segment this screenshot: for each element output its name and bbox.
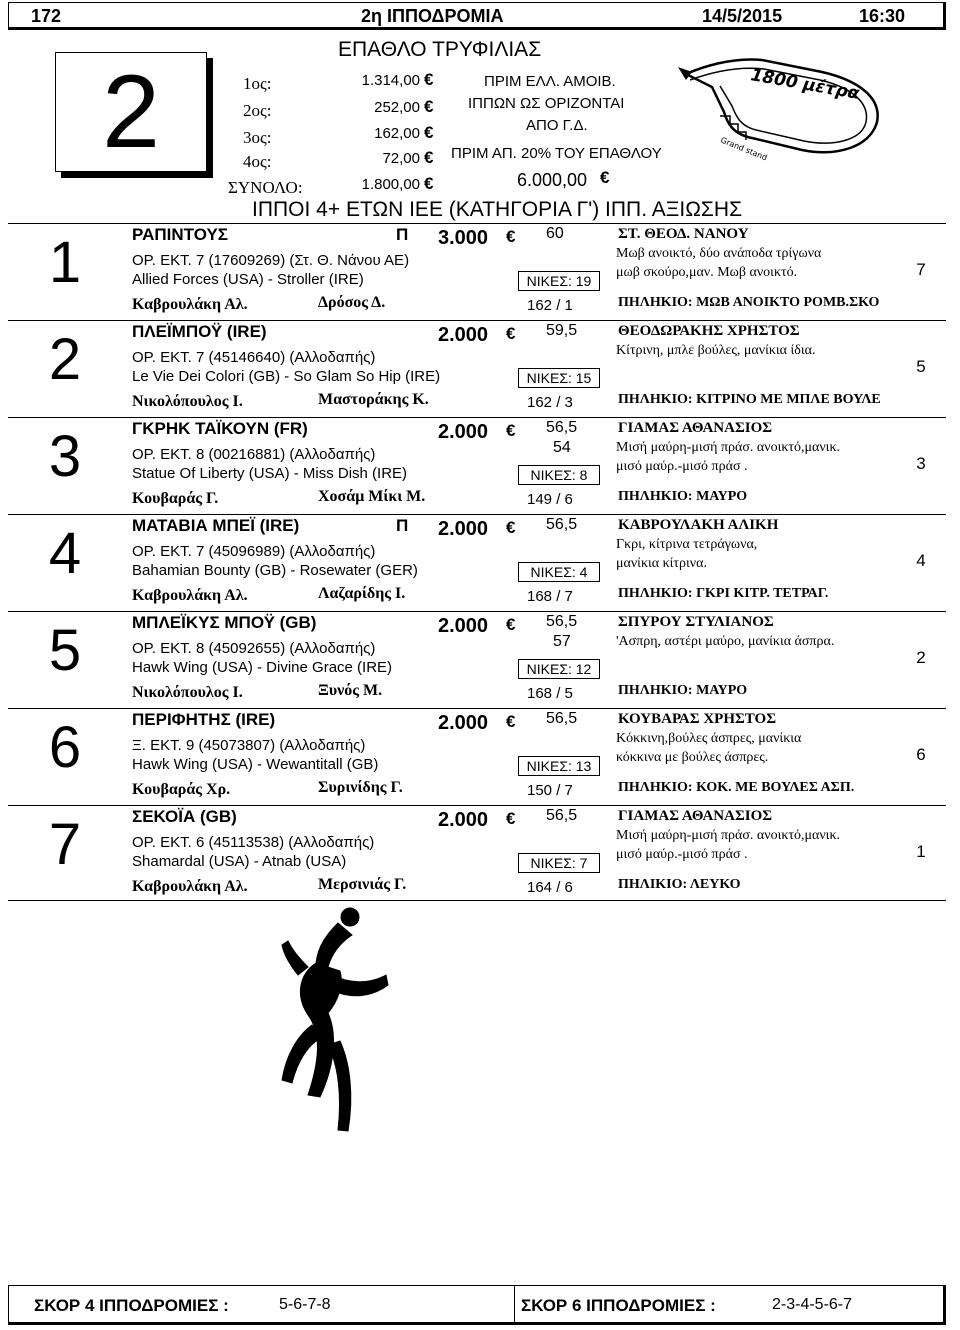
pilot-silks: ΠΗΛΗΚΙΟ: ΓΚΡΙ ΚΙΤΡ. ΤΕΤΡΑΓ. — [618, 586, 829, 601]
grandstand-label: Grand stand — [719, 135, 769, 163]
horse-name: ΜΑΤΑΒΙΑ ΜΠΕΪ (IRE) — [132, 516, 300, 535]
silks-line-2: μισό μαύρ.-μισό πράσ . — [616, 847, 748, 862]
horse-name: ΓΚΡΗΚ ΤΑΪΚΟΥΝ (FR) — [132, 419, 308, 438]
horse-name: ΜΠΛΕΪΚΥΣ ΜΠΟΫ (GB) — [132, 613, 317, 632]
runner-number: 3 — [48, 424, 82, 489]
runner-number: 6 — [48, 715, 82, 780]
post-position: 3 — [916, 454, 926, 473]
owner-name: ΓΙΑΜΑΣ ΑΘΑΝΑΣΙΟΣ — [618, 808, 773, 824]
race-time: 16:30 — [859, 6, 906, 26]
jockey-name: Καβρουλάκη Αλ. — [132, 587, 248, 604]
weight: 60 — [546, 225, 564, 242]
wins-badge: ΝΙΚΕΣ: 7 — [518, 853, 600, 873]
euro-icon: € — [424, 174, 434, 193]
race-number: 2 — [102, 54, 160, 170]
pedigree: Statue Of Liberty (USA) - Miss Dish (IRE) — [132, 465, 408, 482]
weight-adjusted: 54 — [553, 439, 571, 456]
row-divider — [8, 223, 946, 224]
horse-details: ΟΡ. ΕΚΤ. 6 (45113538) (Αλλοδαπής) — [132, 834, 375, 851]
prize-label-2: 2ος: — [243, 101, 272, 120]
euro-icon: € — [424, 123, 434, 142]
footer-divider — [514, 1286, 515, 1322]
trainer-name: Μαστοράκης Κ. — [318, 391, 429, 408]
jockey-name: Νικολόπουλος Ι. — [132, 393, 243, 410]
trainer-name: Δρόσος Δ. — [318, 294, 386, 311]
trainer-name: Χοσάμ Μίκι Μ. — [318, 488, 426, 505]
wins-badge: ΝΙΚΕΣ: 19 — [518, 271, 600, 291]
pilot-silks: ΠΗΛΗΚΙΟ: ΚΟΚ. ΜΕ ΒΟΥΛΕΣ ΑΣΠ. — [618, 780, 855, 795]
pilot-silks: ΠΗΛΙΚΙΟ: ΛΕΥΚΟ — [618, 877, 741, 892]
silks-line-2: κόκκινα με βούλες άσπρες. — [616, 750, 769, 765]
handicap-prize: 3.000 — [438, 227, 489, 249]
score4-value: 5-6-7-8 — [279, 1296, 331, 1313]
runner-number: 4 — [48, 521, 82, 586]
race-heading: 2η ΙΠΠΟΔΡΟΜΙΑ — [361, 6, 504, 26]
weight: 59,5 — [546, 322, 578, 339]
distance-label: 1800 μέτρα — [749, 65, 861, 105]
row-divider — [8, 611, 946, 612]
horse-details: ΟΡ. ΕΚΤ. 7 (17609269) (Στ. Θ. Νάνου ΑΕ) — [132, 252, 410, 269]
silks-line-1: Γκρι, κίτρινα τετράγωνα, — [616, 537, 758, 552]
weight: 56,5 — [546, 710, 578, 727]
prize-value-4: 72,00 — [382, 150, 420, 167]
euro-icon: € — [506, 324, 516, 343]
row-divider — [8, 417, 946, 418]
total-label: ΣΥΝΟΛΟ: — [228, 178, 303, 197]
career-stats: 168 / 7 — [527, 588, 573, 605]
silks-line-1: Κόκκινη,βούλες άσπρες, μανίκια — [616, 731, 802, 746]
pilot-silks: ΠΗΛΗΚΙΟ: ΚΙΤΡΙΝΟ ΜΕ ΜΠΛΕ ΒΟΥΛΕ — [618, 392, 881, 407]
euro-icon: € — [506, 712, 516, 731]
horse-details: ΟΡ. ΕΚΤ. 8 (00216881) (Αλλοδαπής) — [132, 446, 376, 463]
career-stats: 162 / 1 — [527, 297, 573, 314]
page-header — [8, 2, 946, 30]
handicap-prize: 2.000 — [438, 809, 489, 831]
jockey-name: Καβρουλάκη Αλ. — [132, 878, 248, 895]
runner-number: 1 — [48, 230, 82, 295]
row-divider — [8, 805, 946, 806]
score4-label: ΣΚΟΡ 4 ΙΠΠΟΔΡΟΜΙΕΣ : — [34, 1296, 229, 1315]
trainer-name: Ξυνός Μ. — [318, 682, 383, 699]
prize-value-1: 1.314,00 — [361, 72, 420, 89]
pedigree: Le Vie Dei Colori (GB) - So Glam So Hip (IRE) — [132, 368, 441, 385]
race-number-box — [55, 52, 207, 172]
owner-name: ΚΑΒΡΟΥΛΑΚΗ ΑΛΙΚΗ — [618, 517, 779, 533]
trainer-name: Μερσινιάς Γ. — [318, 876, 407, 893]
score6-label: ΣΚΟΡ 6 ΙΠΠΟΔΡΟΜΙΕΣ : — [521, 1296, 716, 1315]
handicap-prize: 2.000 — [438, 324, 489, 346]
euro-icon: € — [506, 615, 516, 634]
silks-line-2: μισό μαύρ.-μισό πράσ . — [616, 459, 748, 474]
trainer-name: Λαζαρίδης Ι. — [318, 585, 406, 602]
row-divider — [8, 900, 946, 901]
weight: 56,5 — [546, 613, 578, 630]
jockey-name: Κουβαράς Γ. — [132, 490, 219, 507]
track-diagram — [672, 42, 894, 167]
euro-icon: € — [506, 518, 516, 537]
wins-badge: ΝΙΚΕΣ: 12 — [518, 659, 600, 679]
silks-line-1: Μωβ ανοικτό, δύο ανάποδα τρίγωνα — [616, 246, 822, 261]
post-position: 4 — [916, 551, 926, 570]
jockey-name: Νικολόπουλος Ι. — [132, 684, 243, 701]
weight-adjusted: 57 — [553, 633, 571, 650]
silks-line-2: μωβ σκούρο,μαν. Μωβ ανοικτό. — [616, 265, 798, 280]
jockey-name: Κουβαράς Χρ. — [132, 781, 231, 798]
race-note: ΠΡΙΜ ΕΛΛ. ΑΜΟΙΒ. — [484, 73, 616, 90]
premium-value: 6.000,00 — [517, 170, 588, 190]
footer-bar — [8, 1285, 946, 1325]
euro-icon: € — [424, 97, 434, 116]
career-stats: 164 / 6 — [527, 879, 573, 896]
trainer-name: Συρινίδης Γ. — [318, 779, 403, 796]
pedigree: Shamardal (USA) - Atnab (USA) — [132, 853, 347, 870]
weight: 56,5 — [546, 516, 578, 533]
owner-name: ΓΙΑΜΑΣ ΑΘΑΝΑΣΙΟΣ — [618, 420, 773, 436]
post-position: 2 — [916, 648, 926, 667]
pedigree: Hawk Wing (USA) - Wewantitall (GB) — [132, 756, 379, 773]
race-conditions: ΙΠΠΟΙ 4+ ΕΤΩΝ ΙΕΕ (ΚΑΤΗΓΟΡΙΑ Γ') ΙΠΠ. ΑΞΙΩΣΗΣ — [252, 198, 743, 221]
horse-name: ΠΛΕΪΜΠΟΫ (IRE) — [132, 322, 267, 341]
wins-badge: ΝΙΚΕΣ: 15 — [518, 368, 600, 388]
wins-badge: ΝΙΚΕΣ: 4 — [518, 562, 600, 582]
runner-number: 5 — [48, 618, 82, 683]
prize-value-3: 162,00 — [374, 125, 420, 142]
total-value: 1.800,00 — [361, 176, 420, 193]
pilot-silks: ΠΗΛΗΚΙΟ: ΜΑΥΡΟ — [618, 683, 748, 698]
pilot-silks: ΠΗΛΗΚΙΟ: ΜΩΒ ΑΝΟΙΚΤΟ ΡΟΜΒ.ΣΚΟ — [618, 295, 880, 310]
weight: 56,5 — [546, 419, 578, 436]
flag-marker: Π — [396, 516, 409, 535]
wins-badge: ΝΙΚΕΣ: 13 — [518, 756, 600, 776]
euro-icon: € — [600, 168, 610, 187]
prize-label-1: 1ος: — [243, 74, 272, 93]
owner-name: ΚΟΥΒΑΡΑΣ ΧΡΗΣΤΟΣ — [618, 711, 776, 727]
post-position: 7 — [916, 260, 926, 279]
career-stats: 168 / 5 — [527, 685, 573, 702]
runner-number: 2 — [48, 327, 82, 392]
silks-line-1: Κίτρινη, μπλε βούλες, μανίκια ίδια. — [616, 343, 816, 358]
euro-icon: € — [424, 148, 434, 167]
pedigree: Allied Forces (USA) - Stroller (IRE) — [132, 271, 364, 288]
row-divider — [8, 514, 946, 515]
silks-line-1: Μισή μαύρη-μισή πράσ. ανοικτό,μανικ. — [616, 440, 841, 455]
jockey-name: Καβρουλάκη Αλ. — [132, 296, 248, 313]
silks-line-2: μανίκια κίτρινα. — [616, 556, 707, 571]
post-position: 5 — [916, 357, 926, 376]
race-name: ΕΠΑΘΛΟ ΤΡΥΦΙΛΙΑΣ — [338, 38, 542, 61]
row-divider — [8, 320, 946, 321]
horse-details: Ξ. ΕΚΤ. 9 (45073807) (Αλλοδαπής) — [132, 737, 366, 754]
euro-icon: € — [506, 421, 516, 440]
career-stats: 162 / 3 — [527, 394, 573, 411]
race-date: 14/5/2015 — [702, 6, 783, 26]
wins-badge: ΝΙΚΕΣ: 8 — [518, 465, 600, 485]
handicap-prize: 2.000 — [438, 712, 489, 734]
prize-label-4: 4ος: — [243, 152, 272, 171]
race-note: ΙΠΠΩΝ ΩΣ ΟΡΙΖΟΝΤΑΙ — [468, 95, 625, 112]
pedigree: Bahamian Bounty (GB) - Rosewater (GER) — [132, 562, 418, 579]
jockey-horse-icon — [268, 905, 398, 1145]
career-stats: 149 / 6 — [527, 491, 573, 508]
prize-value-2: 252,00 — [374, 99, 420, 116]
post-position: 6 — [916, 745, 926, 764]
row-divider — [8, 708, 946, 709]
owner-name: ΣΤ. ΘΕΟΔ. ΝΑΝΟΥ — [618, 226, 749, 242]
pilot-silks: ΠΗΛΗΚΙΟ: ΜΑΥΡΟ — [618, 489, 748, 504]
weight: 56,5 — [546, 807, 578, 824]
silks-line-1: Μισή μαύρη-μισή πράσ. ανοικτό,μανικ. — [616, 828, 841, 843]
runner-number: 7 — [48, 812, 82, 877]
handicap-prize: 2.000 — [438, 518, 489, 540]
euro-icon: € — [506, 227, 516, 246]
handicap-prize: 2.000 — [438, 421, 489, 443]
page-number: 172 — [31, 6, 62, 26]
race-note: ΠΡΙΜ ΑΠ. 20% ΤΟΥ ΕΠΑΘΛΟΥ — [451, 145, 662, 162]
horse-name: ΡΑΠΙΝΤΟΥΣ — [132, 225, 228, 244]
silks-line-1: 'Ασπρη, αστέρι μαύρο, μανίκια άσπρα. — [616, 634, 835, 649]
career-stats: 150 / 7 — [527, 782, 573, 799]
prize-label-3: 3ος: — [243, 128, 272, 147]
flag-marker: Π — [396, 225, 409, 244]
pedigree: Hawk Wing (USA) - Divine Grace (IRE) — [132, 659, 393, 676]
horse-details: ΟΡ. ΕΚΤ. 8 (45092655) (Αλλοδαπής) — [132, 640, 376, 657]
horse-details: ΟΡ. ΕΚΤ. 7 (45096989) (Αλλοδαπής) — [132, 543, 376, 560]
euro-icon: € — [506, 809, 516, 828]
horse-details: ΟΡ. ΕΚΤ. 7 (45146640) (Αλλοδαπής) — [132, 349, 376, 366]
handicap-prize: 2.000 — [438, 615, 489, 637]
post-position: 1 — [916, 842, 926, 861]
owner-name: ΘΕΟΔΩΡΑΚΗΣ ΧΡΗΣΤΟΣ — [618, 323, 800, 339]
euro-icon: € — [424, 70, 434, 89]
horse-name: ΣΕΚΟΪΑ (GB) — [132, 807, 237, 826]
score6-value: 2-3-4-5-6-7 — [772, 1296, 853, 1313]
race-note: ΑΠΟ Γ.Δ. — [526, 117, 588, 134]
horse-name: ΠΕΡΙΦΗΤΗΣ (IRE) — [132, 710, 276, 729]
owner-name: ΣΠΥΡΟΥ ΣΤΥΛΙΑΝΟΣ — [618, 614, 774, 630]
